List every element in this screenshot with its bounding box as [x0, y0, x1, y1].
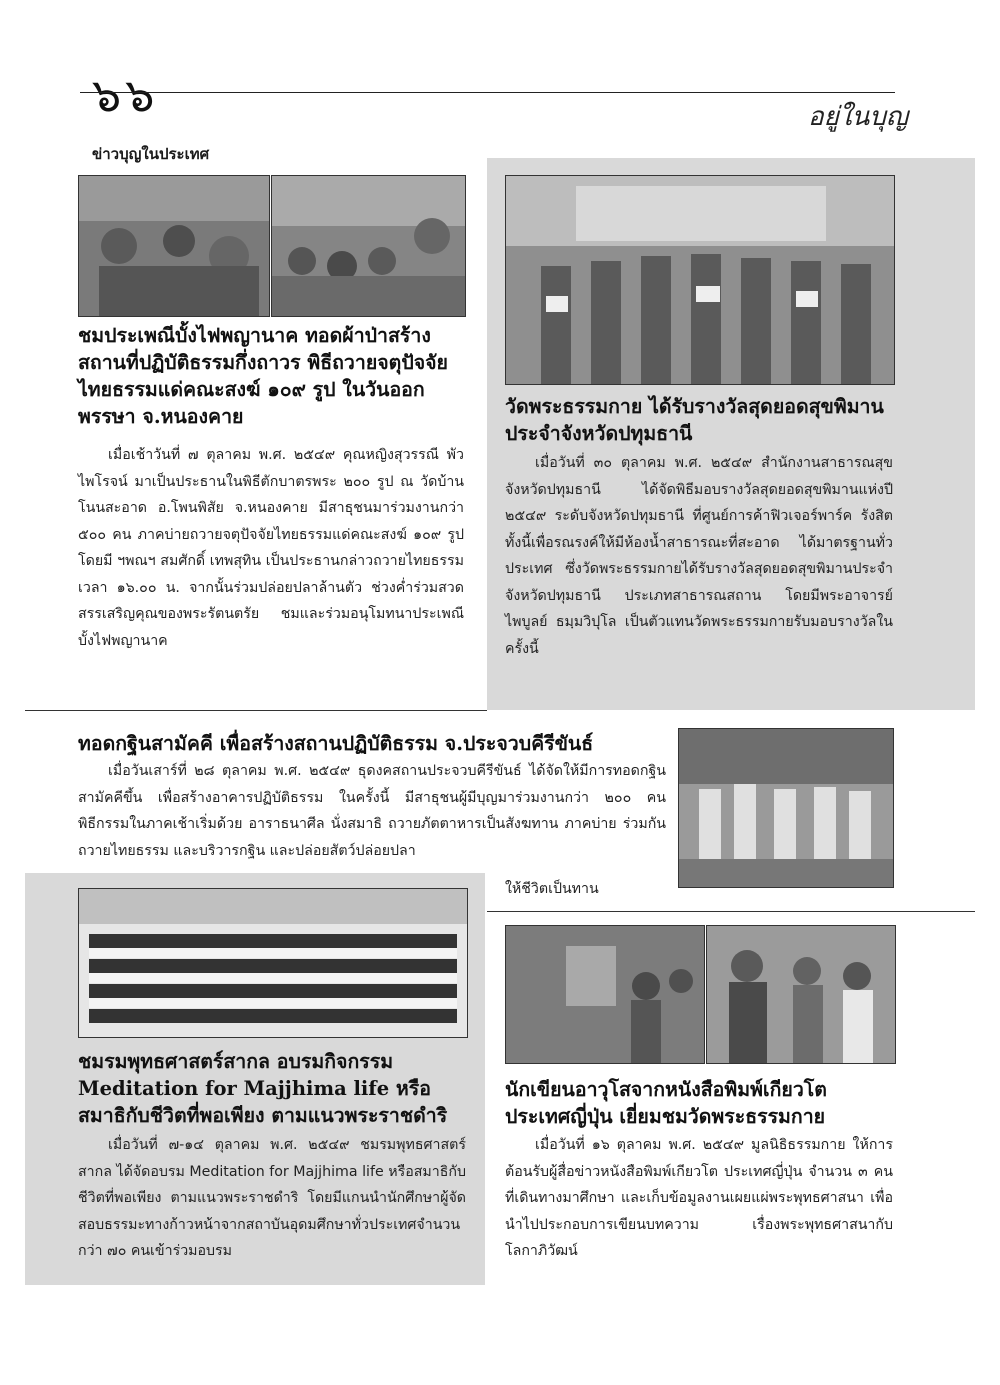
article-1-body-text: เมื่อเช้าวันที่ ๗ ตุลาคม พ.ศ. ๒๕๔๙ คุณหญิงสุวรรณี พัวไพโรจน์ มาเป็นประธานในพิธีตักบาตรพระ ๒๐๐ รูป ณ วัดบ้านโนนสะอาด อ.โพนพิสัย จ.หนองคาย มีสาธุชนมาร่วมงานกว่า ๕๐๐ คน ภาคบ่ายถวายจตุปัจจัยไทยธรรมแด่คณะสงฆ์ ๑๐๙ รูป โดยมี ฯพณฯ สมศักดิ์ เทพสุทิน เป็นประธานกล่าวถวายไทยธรรม เวลา ๑๖.๐๐ น. จากนั้นร่วมปล่อยปลาล้านตัว ช่วงค่ำร่วมสวดสรรเสริญคุณของพระรัตนตรัย ชมและร่วมอนุโมทนาประเพณีบั้งไฟพญานาค: [78, 447, 464, 649]
article-4-headline: ชมรมพุทธศาสตร์สากล อบรมกิจกรรม Meditation for Majjhima life หรือสมาธิกับชีวิตที่พอเพียง ตามแนวพระราชดำริ: [78, 1050, 448, 1127]
article-3-body-tail: ให้ชีวิตเป็นทาน: [505, 881, 599, 897]
page-number: ๖๖: [92, 68, 159, 122]
article-4-photo: [78, 888, 468, 1038]
article-5-headline: นักเขียนอาวุโสจากหนังสือพิมพ์เกียวโต ประเทศญี่ปุ่น เยี่ยมชมวัดพระธรรมกาย: [505, 1078, 827, 1128]
article-1-body: [78, 442, 464, 654]
article-1-photo-left: [78, 175, 270, 317]
article-5-body: [505, 1132, 893, 1265]
article-3-photo: [678, 728, 894, 888]
article-2-photo: [505, 175, 895, 385]
article-5-photo-left: [505, 925, 705, 1064]
divider-rule-middle: [25, 710, 487, 711]
magazine-logo: อยู่ในบุญ: [808, 102, 908, 132]
article-4-body: [78, 1132, 466, 1265]
header-rule: [80, 92, 895, 93]
article-1-headline: ชมประเพณีบั้งไฟพญานาค ทอดผ้าป่าสร้างสถานที่ปฏิบัติธรรมกึ่งถาวร พิธีถวายจตุปัจจัยไทยธรรมแด่คณะสงฆ์ ๑๐๙ รูป ในวันออกพรรษา จ.หนองคาย: [78, 324, 448, 428]
article-4-body-text: เมื่อวันที่ ๗-๑๔ ตุลาคม พ.ศ. ๒๕๔๙ ชมรมพุทธศาสตร์สากล ได้จัดอบรม Meditation for Majjhima life หรือสมาธิกับชีวิตที่พอเพียง ตามแนวพระราชดำริ โดยมีแกนนำนักศึกษาผู้จัดสอบธรรมะทางก้าวหน้าจากสถาบันอุดมศึกษาทั่วประเทศจำนวนกว่า ๗๐ คนเข้าร่วมอบรม: [78, 1137, 466, 1259]
article-3-body: [78, 758, 666, 864]
article-5-photo-right: [706, 925, 896, 1064]
article-5-body-text: เมื่อวันที่ ๑๖ ตุลาคม พ.ศ. ๒๕๔๙ มูลนิธิธรรมกาย ให้การต้อนรับผู้สื่อข่าวหนังสือพิมพ์เกียวโต ประเทศญี่ปุ่น จำนวน ๓ คน ที่เดินทางมาศึกษา และเก็บข้อมูลงานเผยแผ่พระพุทธศาสนา เพื่อนำไปประกอบการเขียนบทความ เรื่องพระพุทธศาสนากับโลกาภิวัฒน์: [505, 1137, 893, 1259]
article-3-body-text: เมื่อวันเสาร์ที่ ๒๘ ตุลาคม พ.ศ. ๒๕๔๙ ธุดงคสถานประจวบคีรีขันธ์ ได้จัดให้มีการทอดกฐินสามัคคีขึ้น เพื่อสร้างอาคารปฏิบัติธรรม ในครั้งนี้ มีสาธุชนผู้มีบุญมาร่วมงานกว่า ๒๐๐ คน พิธีกรรมในภาคเช้าเริ่มด้วย อาราธนาศีล นั่งสมาธิ ถวายภัตตาหารเป็นสังฆทาน ภาคบ่าย ร่วมกันถวายไทยธรรม และบริวารกฐิน และปล่อยสัตว์ปล่อยปลา: [78, 763, 666, 859]
article-2-body: [505, 450, 893, 662]
article-2-headline: วัดพระธรรมกาย ได้รับรางวัลสุดยอดสุขพิมานประจำจังหวัดปทุมธานี: [505, 395, 884, 445]
divider-rule-lower: [487, 911, 975, 912]
article-3-headline: ทอดกฐินสามัคคี เพื่อสร้างสถานปฏิบัติธรรม จ.ประจวบคีรีขันธ์: [78, 732, 594, 755]
article-1-photo-right: [271, 175, 466, 317]
article-2-body-text: เมื่อวันที่ ๓๐ ตุลาคม พ.ศ. ๒๕๔๙ สำนักงานสาธารณสุขจังหวัดปทุมธานี ได้จัดพิธีมอบรางวัลสุดยอดสุขพิมานแห่งปี ๒๕๔๙ ระดับจังหวัดปทุมธานี ที่ศูนย์การค้าฟิวเจอร์พาร์ค รังสิต ทั้งนี้เพื่อรณรงค์ให้มีห้องน้ำสาธารณะที่สะอาด ได้มาตรฐานทั่วประเทศ ซึ่งวัดพระธรรมกายได้รับรางวัลสุดยอดสุขพิมานประจำจังหวัดปทุมธานี ประเภทสาธารณสถาน โดยมีพระอาจารย์ไพบูลย์ ธมฺมวิปุโล เป็นตัวแทนวัดพระธรรมกายรับมอบรางวัลในครั้งนี้: [505, 455, 893, 657]
section-title: ข่าวบุญในประเทศ: [92, 145, 210, 163]
